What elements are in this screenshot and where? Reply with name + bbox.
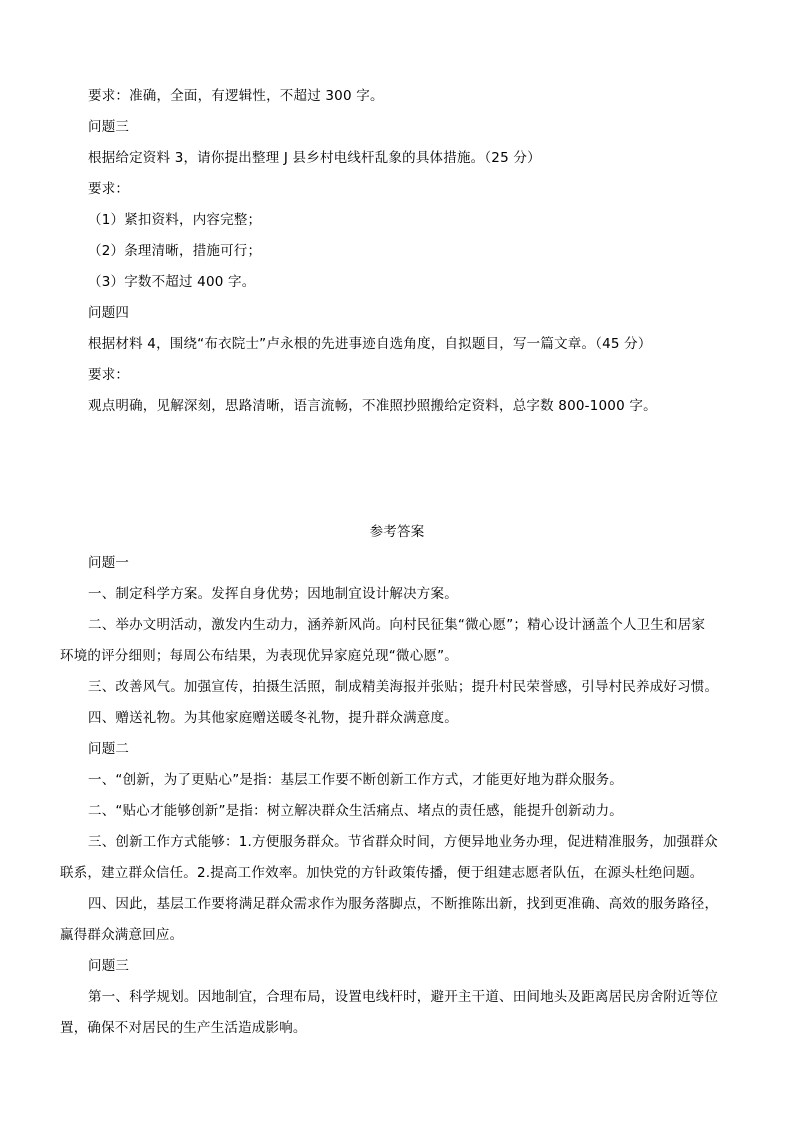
question-3-requirement-label: 要求： bbox=[88, 181, 130, 197]
question-4-title: 问题四 bbox=[88, 305, 130, 321]
answer-1-point-2-line-1: 二、举办文明活动，激发内生动力，涵养新风尚。向村民征集“微心愿”；精心设计涵盖个人卫生和居家 bbox=[88, 617, 706, 633]
answer-2-title: 问题二 bbox=[88, 741, 130, 757]
answer-2-point-2: 二、“贴心才能够创新”是指：树立解决群众生活痛点、堵点的责任感，能提升创新动力。 bbox=[88, 803, 623, 819]
answer-1-point-4: 四、赠送礼物。为其他家庭赠送暖冬礼物，提升群众满意度。 bbox=[88, 710, 458, 726]
question-4-requirement-label: 要求： bbox=[88, 367, 130, 383]
answer-3-title: 问题三 bbox=[88, 958, 130, 974]
question-2-requirement: 要求：准确，全面，有逻辑性，不超过 300 字。 bbox=[88, 88, 384, 104]
question-3-requirement-1: （1）紧扣资料，内容完整； bbox=[88, 212, 262, 228]
answer-3-point-1-line-1: 第一、科学规划。因地制宜，合理布局，设置电线杆时，避开主干道、田间地头及距离居民房舍附近等位 bbox=[88, 989, 719, 1005]
answer-1-point-3: 三、改善风气。加强宣传，拍摄生活照，制成精美海报并张贴；提升村民荣誉感，引导村民养成好习惯。 bbox=[88, 679, 719, 695]
answer-3-point-1-line-2: 置，确保不对居民的生产生活造成影响。 bbox=[60, 1020, 307, 1036]
question-3-requirement-2: （2）条理清晰，措施可行； bbox=[88, 243, 262, 259]
answer-1-title: 问题一 bbox=[88, 555, 130, 571]
question-4-prompt: 根据材料 4，围绕“布衣院士”卢永根的先进事迹自选角度，自拟题目，写一篇文章。（45 分） bbox=[88, 336, 652, 352]
question-3-title: 问题三 bbox=[88, 119, 130, 135]
answer-1-point-1: 一、制定科学方案。发挥自身优势；因地制宜设计解决方案。 bbox=[88, 586, 458, 602]
question-3-requirement-3: （3）字数不超过 400 字。 bbox=[88, 274, 256, 290]
question-3-prompt: 根据给定资料 3，请你提出整理 J 县乡村电线杆乱象的具体措施。（25 分） bbox=[88, 150, 541, 166]
answer-2-point-3-line-1: 三、创新工作方式能够：1.方便服务群众。节省群众时间，方便异地业务办理，促进精准服务，加强群众 bbox=[88, 834, 718, 850]
answer-2-point-4-line-2: 赢得群众满意回应。 bbox=[60, 927, 184, 943]
answer-1-point-2-line-2: 环境的评分细则；每周公布结果，为表现优异家庭兑现“微心愿”。 bbox=[60, 648, 458, 664]
answer-2-point-4-line-1: 四、因此，基层工作要将满足群众需求作为服务落脚点，不断推陈出新，找到更准确、高效的服务路径， bbox=[88, 896, 719, 912]
answers-heading: 参考答案 bbox=[369, 524, 425, 540]
answer-2-point-1: 一、“创新，为了更贴心”是指：基层工作要不断创新工作方式，才能更好地为群众服务。 bbox=[88, 772, 623, 788]
question-4-requirement: 观点明确，见解深刻，思路清晰，语言流畅，不准照抄照搬给定资料，总字数 800-1000 字。 bbox=[88, 398, 657, 414]
answer-2-point-3-line-2: 联系，建立群众信任。2.提高工作效率。加快党的方针政策传播，便于组建志愿者队伍，在源头杜绝问题。 bbox=[60, 865, 704, 881]
